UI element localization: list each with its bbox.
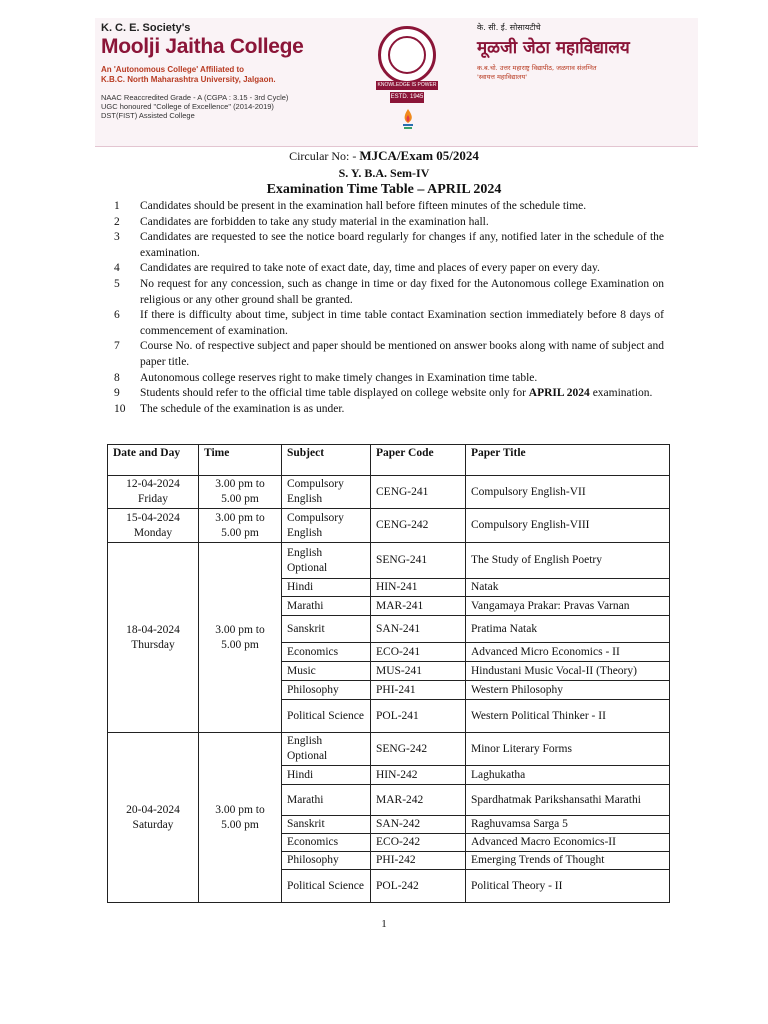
exam-day: Thursday: [131, 638, 175, 651]
paper-title-cell: The Study of English Poetry: [466, 543, 670, 579]
paper-code-cell: POL-242: [371, 870, 466, 903]
paper-title-cell: Advanced Micro Economics - II: [466, 643, 670, 662]
paper-code-cell: CENG-242: [371, 509, 466, 543]
instruction-item: [114, 386, 664, 402]
letterhead-right: [477, 22, 692, 82]
exam-date-cell: [108, 476, 199, 509]
circular-number-line: [0, 148, 768, 164]
affiliation-line-1: An 'Autonomous College' Affiliated to: [101, 65, 245, 74]
paper-code-cell: MAR-241: [371, 597, 466, 616]
exam-time-start: 3.00 pm to: [215, 478, 265, 490]
instruction-text-part: Students should refer to the official time table displayed on college website only for: [140, 387, 529, 400]
paper-title-cell: Political Theory - II: [466, 870, 670, 903]
marathi-affiliation-line: क.ब.चो. उत्तर महाराष्ट्र विद्यापीठ, जळगाव संलग्नित: [477, 64, 597, 72]
instruction-text: Candidates are requested to see the notice board regularly for changes if any, notified later in the schedule of the examination.: [140, 231, 664, 259]
table-row: [108, 476, 670, 509]
exam-time-end: 5.00 pm: [221, 526, 259, 539]
exam-time-cell: [199, 476, 282, 509]
instruction-number: 9: [114, 387, 120, 400]
paper-title-cell: Hindustani Music Vocal-II (Theory): [466, 662, 670, 681]
exam-date: 15-04-2024: [126, 511, 180, 524]
paper-code-cell: HIN-242: [371, 766, 466, 785]
paper-title-cell: Emerging Trends of Thought: [466, 852, 670, 870]
instruction-item: [114, 215, 664, 231]
paper-title-cell: Western Political Thinker - II: [466, 700, 670, 733]
accreditation: [101, 93, 371, 120]
instruction-number: 5: [114, 277, 120, 290]
paper-code-cell: SAN-241: [371, 616, 466, 643]
college-name: Moolji Jaitha College: [101, 35, 304, 58]
table-row: [108, 509, 670, 543]
logo-estd: ESTD. 1945: [390, 92, 424, 103]
subject-cell: English Optional: [282, 543, 371, 579]
instruction-item: [114, 339, 664, 370]
paper-title-cell: Raghuvamsa Sarga 5: [466, 816, 670, 834]
exam-time-start: 3.00 pm to: [215, 511, 265, 524]
instruction-number: 1: [114, 200, 120, 212]
exam-day: Saturday: [132, 818, 174, 831]
subject-cell: Hindi: [282, 579, 371, 597]
dst-line: DST(FIST) Assisted College: [101, 111, 195, 120]
marathi-college-name: मूळजी जेठा महाविद्यालय: [477, 38, 630, 58]
exam-date: 12-04-2024: [126, 478, 180, 490]
table-row: [108, 543, 670, 579]
exam-day: Monday: [133, 526, 173, 539]
instruction-number: 4: [114, 262, 120, 275]
instruction-number: 10: [114, 402, 126, 415]
instruction-number: 2: [114, 215, 120, 228]
exam-date: 18-04-2024: [126, 623, 180, 636]
subject-cell: English Optional: [282, 733, 371, 766]
affiliation-line-2: K.B.C. North Maharashtra University, Jalgaon.: [101, 75, 276, 84]
paper-title-cell: Compulsory English-VIII: [466, 509, 670, 543]
instruction-item: [114, 230, 664, 261]
instruction-text: Candidates should be present in the examination hall before fifteen minutes of the schedule time.: [140, 200, 587, 212]
paper-code-cell: PHI-242: [371, 852, 466, 870]
naac-line: NAAC Reaccredited Grade - A (CGPA : 3.15 - 3rd Cycle): [101, 93, 289, 102]
society-name: K. C. E. Society's: [101, 22, 191, 34]
column-header-time: Time: [199, 445, 282, 476]
paper-code-cell: ECO-241: [371, 643, 466, 662]
instruction-text: The schedule of the examination is as under.: [140, 402, 345, 415]
paper-title-cell: Pratima Natak: [466, 616, 670, 643]
college-emblem-icon: [378, 26, 436, 84]
instruction-text: Course No. of respective subject and paper should be mentioned on answer books along with name of subject and paper title.: [140, 340, 664, 368]
table-row: [108, 733, 670, 766]
instruction-text-bold: APRIL 2024: [528, 387, 590, 400]
paper-title-cell: Spardhatmak Parikshansathi Marathi: [466, 785, 670, 816]
instruction-item: [114, 402, 664, 418]
instruction-number: 3: [114, 231, 120, 244]
paper-code-cell: ECO-242: [371, 834, 466, 852]
paper-title-cell: Advanced Macro Economics-II: [466, 834, 670, 852]
paper-code-cell: PHI-241: [371, 681, 466, 700]
subject-cell: Sanskrit: [282, 616, 371, 643]
exam-date-cell: [108, 509, 199, 543]
column-header-subject: Subject: [282, 445, 371, 476]
subject-cell: Marathi: [282, 785, 371, 816]
paper-code-cell: POL-241: [371, 700, 466, 733]
paper-code-cell: CENG-241: [371, 476, 466, 509]
subject-cell: Hindi: [282, 766, 371, 785]
paper-title-cell: Western Philosophy: [466, 681, 670, 700]
instruction-text: Autonomous college reserves right to make timely changes in Examination time table.: [140, 371, 538, 384]
logo-motto: KNOWLEDGE IS POWER: [377, 82, 437, 88]
exam-date-cell: [108, 733, 199, 903]
subject-cell: Compulsory English: [282, 509, 371, 543]
class-name: S. Y. B.A. Sem-IV: [338, 166, 430, 180]
table-header-row: [108, 445, 670, 476]
exam-time-end: 5.00 pm: [221, 818, 259, 831]
paper-title-cell: Vangamaya Prakar: Pravas Varnan: [466, 597, 670, 616]
page-title: Examination Time Table – APRIL 2024: [266, 182, 502, 197]
instructions-list: [114, 199, 664, 417]
exam-time-cell: [199, 733, 282, 903]
paper-code-cell: SENG-242: [371, 733, 466, 766]
subject-cell: Political Science: [282, 870, 371, 903]
ugc-line: UGC honoured "College of Excellence" (2014-2019): [101, 102, 274, 111]
instruction-text: Candidates are forbidden to take any study material in the examination hall.: [140, 215, 489, 228]
exam-time-end: 5.00 pm: [221, 638, 259, 651]
instruction-text: Candidates are required to take note of exact date, day, time and places of every paper on every day.: [140, 262, 600, 275]
column-header-date: Date and Day: [108, 445, 199, 476]
marathi-autonomous-line: 'स्वायत्त महाविद्यालय': [477, 73, 528, 81]
instruction-number: 8: [114, 371, 120, 384]
subject-cell: Political Science: [282, 700, 371, 733]
marathi-affiliation: [477, 64, 692, 82]
subject-cell: Music: [282, 662, 371, 681]
exam-date-cell: [108, 543, 199, 733]
exam-time-start: 3.00 pm to: [215, 803, 265, 816]
subject-cell: Philosophy: [282, 681, 371, 700]
subject-cell: Compulsory English: [282, 476, 371, 509]
instruction-text: If there is difficulty about time, subject in time table contact Examination section immediately before 8 days of commencement of examination.: [140, 309, 664, 337]
paper-code-cell: MUS-241: [371, 662, 466, 681]
subject-cell: Economics: [282, 834, 371, 852]
affiliation: [101, 65, 371, 85]
column-header-paper-title: Paper Title: [466, 445, 670, 476]
instruction-text: [140, 386, 664, 402]
paper-title-cell: Laghukatha: [466, 766, 670, 785]
circular-label: Circular No: -: [289, 149, 357, 163]
paper-title-cell: Natak: [466, 579, 670, 597]
exam-time-start: 3.00 pm to: [215, 623, 265, 636]
instruction-text: No request for any concession, such as change in time or day fixed for the Autonomous college Examination on religious or any other ground shall be granted.: [140, 277, 664, 306]
paper-title-cell: Compulsory English-VII: [466, 476, 670, 509]
column-header-paper-code: Paper Code: [371, 445, 466, 476]
letterhead-left: [101, 22, 371, 120]
paper-code-cell: MAR-242: [371, 785, 466, 816]
instruction-item: [114, 199, 664, 215]
paper-title-cell: Minor Literary Forms: [466, 733, 670, 766]
exam-time-cell: [199, 509, 282, 543]
instruction-item: [114, 277, 664, 308]
instruction-number: 7: [114, 340, 120, 353]
exam-date: 20-04-2024: [126, 803, 180, 816]
instruction-text-part: examination.: [589, 387, 653, 400]
letterhead: [95, 18, 698, 147]
instruction-item: [114, 261, 664, 277]
exam-timetable: [107, 444, 670, 903]
instruction-item: [114, 308, 664, 339]
subject-cell: Sanskrit: [282, 816, 371, 834]
exam-time-end: 5.00 pm: [221, 493, 259, 505]
exam-time-cell: [199, 543, 282, 733]
circular-number: MJCA/Exam 05/2024: [359, 148, 479, 163]
exam-day: Friday: [137, 493, 169, 505]
paper-code-cell: SENG-241: [371, 543, 466, 579]
instruction-number: 6: [114, 309, 120, 322]
subject-cell: Economics: [282, 643, 371, 662]
subject-cell: Philosophy: [282, 852, 371, 870]
page-number: 1: [381, 918, 387, 930]
flame-icon: [400, 108, 416, 130]
subject-cell: Marathi: [282, 597, 371, 616]
marathi-society: के. सी. ई. सोसायटीचे: [477, 23, 541, 32]
paper-code-cell: HIN-241: [371, 579, 466, 597]
paper-code-cell: SAN-242: [371, 816, 466, 834]
instruction-item: [114, 371, 664, 387]
